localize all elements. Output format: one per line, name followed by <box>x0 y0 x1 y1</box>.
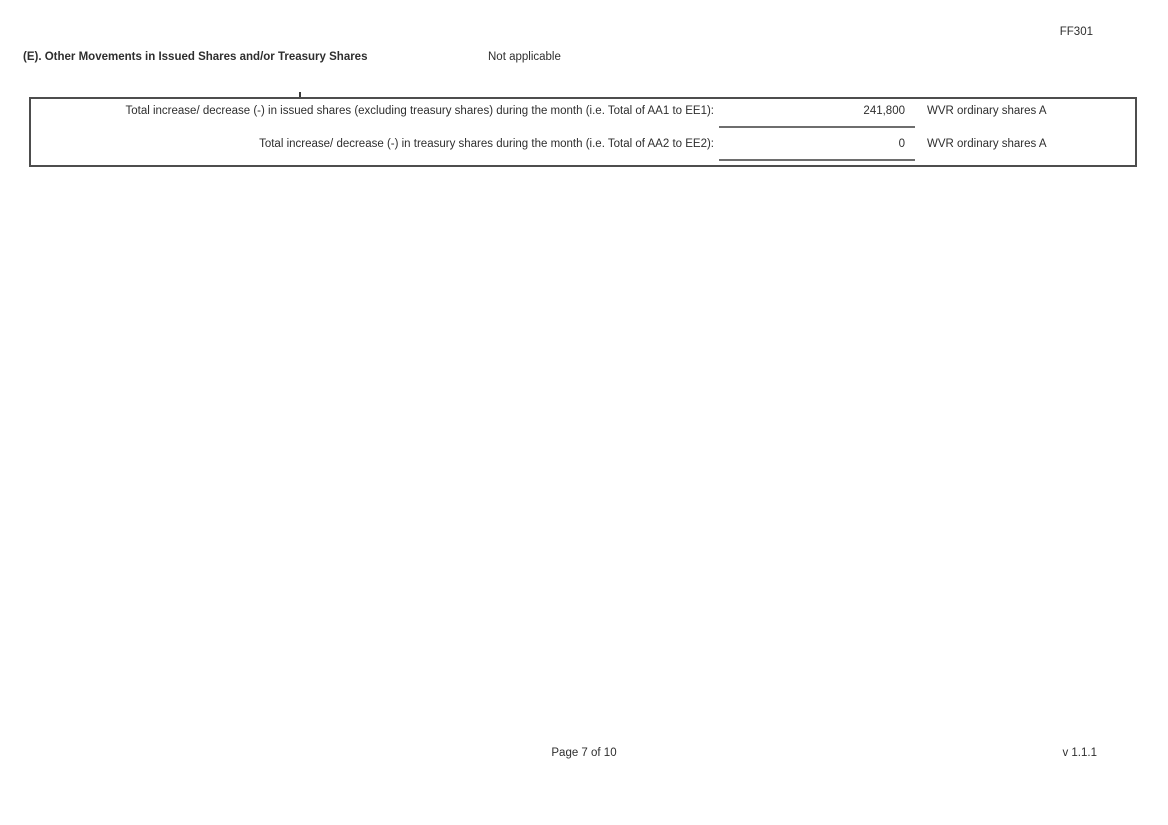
version-label: v 1.1.1 <box>1062 747 1097 759</box>
total-treasury-shares-value: 0 <box>898 138 905 150</box>
total-treasury-shares-value-field <box>719 137 915 161</box>
total-issued-shares-value-field <box>719 104 915 128</box>
page-indicator: Page 7 of 10 <box>551 747 617 759</box>
form-code-label: FF301 <box>1059 26 1093 38</box>
section-e-title: (E). Other Movements in Issued Shares and/or Treasury Shares <box>23 51 368 63</box>
total-issued-shares-class: WVR ordinary shares A <box>927 105 1047 117</box>
total-issued-shares-value: 241,800 <box>863 105 905 117</box>
total-treasury-shares-class: WVR ordinary shares A <box>927 138 1047 150</box>
totals-box <box>29 97 1137 167</box>
section-e-status: Not applicable <box>488 51 561 63</box>
total-issued-shares-label: Total increase/ decrease (-) in issued shares (excluding treasury shares) during the month (i.e. Total of AA1 to EE1): <box>125 105 714 117</box>
total-treasury-shares-label: Total increase/ decrease (-) in treasury shares during the month (i.e. Total of AA2 to EE2): <box>259 138 714 150</box>
